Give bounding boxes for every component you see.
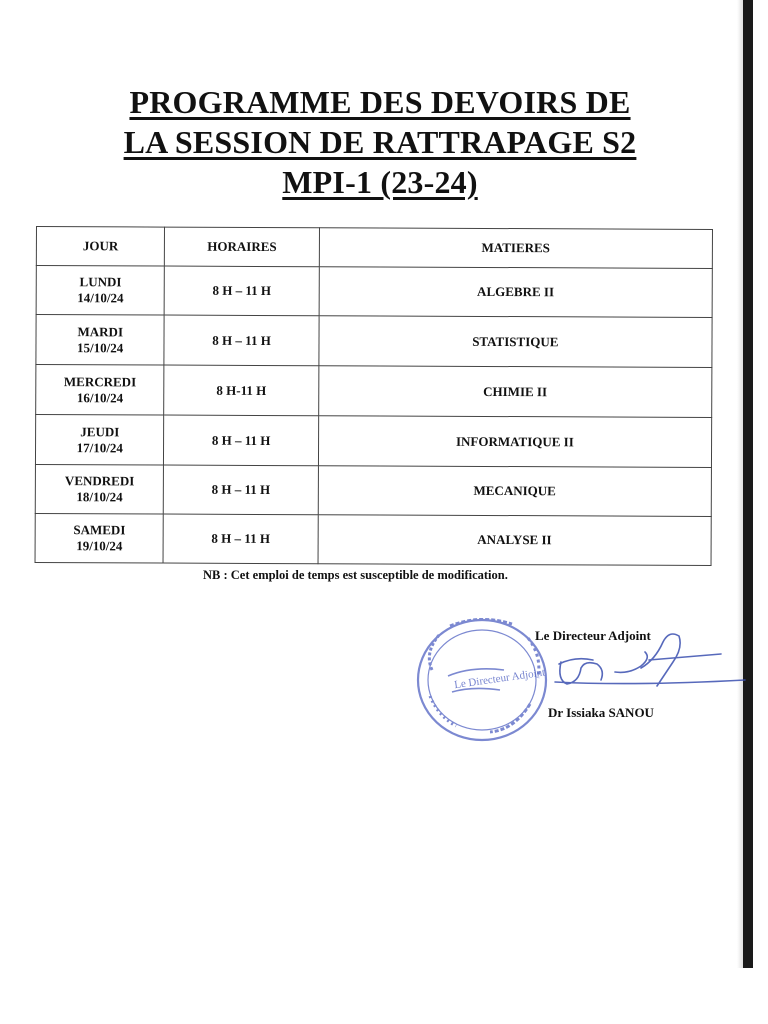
table-row	[36, 315, 712, 368]
svg-text:Le Directeur Adjoint: Le Directeur Adjoint	[453, 666, 546, 692]
table-row	[36, 266, 712, 318]
day-name: MERCREDI	[63, 373, 137, 389]
day-date: 18/10/24	[76, 489, 123, 505]
header-matieres: MATIERES	[319, 228, 712, 269]
table-row	[36, 365, 712, 418]
signatory-name: Dr Issiaka SANOU	[548, 705, 654, 720]
day-name: LUNDI	[79, 274, 122, 290]
table-row	[35, 464, 711, 516]
time-cell: 8 H – 11 H	[164, 315, 318, 366]
day-name: JEUDI	[80, 423, 120, 439]
day-date: 17/10/24	[76, 439, 123, 455]
day-cell	[36, 266, 165, 316]
subject-cell: ANALYSE II	[318, 515, 712, 566]
document-title	[60, 82, 700, 202]
day-cell	[36, 315, 165, 366]
header-jour: JOUR	[36, 227, 165, 267]
time-cell: 8 H-11 H	[164, 365, 318, 416]
day-name: VENDREDI	[64, 473, 135, 489]
scan-edge	[743, 0, 753, 968]
day-cell	[35, 464, 164, 514]
subject-cell: ALGEBRE II	[319, 267, 713, 318]
table-row	[35, 415, 711, 468]
schedule-table	[35, 226, 713, 566]
day-date: 16/10/24	[76, 389, 124, 405]
day-cell	[35, 415, 164, 466]
day-name: MARDI	[77, 323, 124, 339]
day-date: 15/10/24	[77, 339, 124, 355]
time-cell: 8 H – 11 H	[165, 266, 319, 316]
note-text: NB : Cet emploi de temps est susceptible de modification.	[203, 568, 508, 582]
title-line-1: PROGRAMME DES DEVOIRS DE	[129, 84, 631, 120]
day-date: 19/10/24	[76, 538, 123, 554]
time-cell: 8 H – 11 H	[164, 415, 318, 466]
title-line-2: LA SESSION DE RATTRAPAGE S2	[123, 124, 637, 160]
table-row	[35, 513, 711, 565]
signatory-role: Le Directeur Adjoint	[535, 628, 651, 643]
subject-cell: CHIMIE II	[318, 366, 712, 418]
day-date: 14/10/24	[77, 290, 124, 306]
header-horaires: HORAIRES	[165, 227, 319, 267]
time-cell: 8 H – 11 H	[163, 514, 317, 564]
day-cell	[35, 513, 164, 563]
subject-cell: INFORMATIQUE II	[318, 416, 712, 468]
subject-cell: MECANIQUE	[318, 466, 712, 517]
title-line-3: MPI-1 (23-24)	[282, 164, 478, 200]
table-header-row	[36, 227, 712, 269]
day-name: SAMEDI	[73, 522, 126, 538]
subject-cell: STATISTIQUE	[319, 316, 713, 368]
time-cell: 8 H – 11 H	[164, 465, 318, 515]
day-cell	[36, 365, 165, 416]
